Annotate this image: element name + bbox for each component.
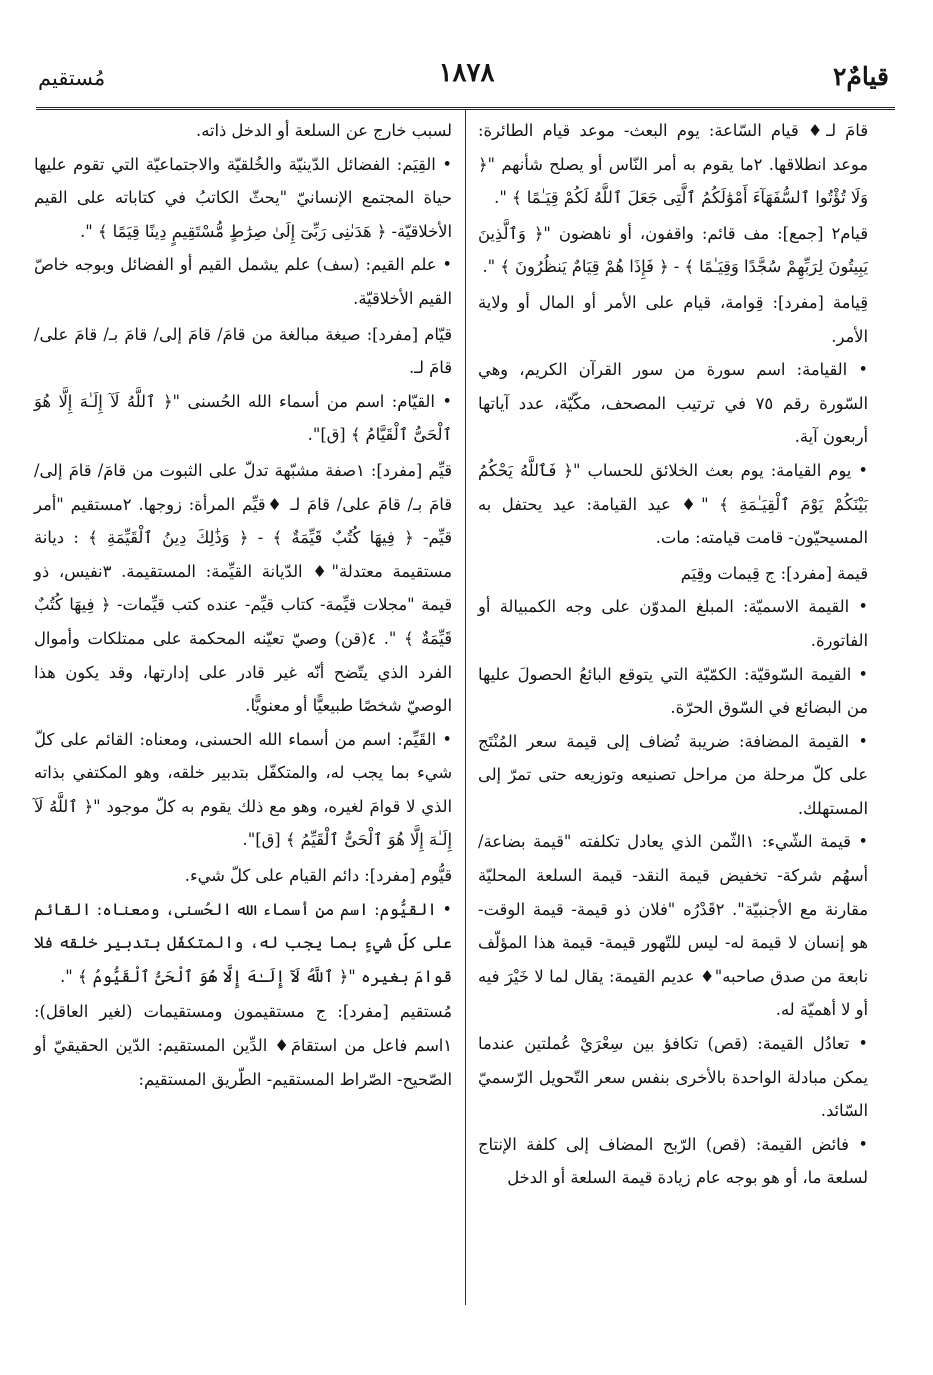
entry-paragraph: • القِيَم: الفضائل الدّينيّة والخُلقيّة والاجتماعيّة التي تقوم عليها حياة المجتمع الإنسانيّ "يحثّ الكاتبُ في كتاباته على القيم الأخلاقيّة- ﴿ هَدَىٰنِى رَبِّىٓ إِلَىٰ صِرَٰطٍ مُّسْتَقِيمٍ دِينًا قِيَمًا ﴾ ". [34, 154, 452, 241]
entry-paragraph: قيُّوم [مفرد]: دائم القيام على كلّ شيء. [184, 866, 452, 886]
entry-paragraph: • القيمة السّوقيّة: الكمّيّة التي يتوقع البائعُ الحصولَ عليها من البضائع في السّوق الحرّة. [478, 664, 868, 718]
column-divider [465, 110, 466, 1305]
entry-paragraph: قِيامة [مفرد]: قِوامة، قيام على الأمر أو المال أو ولاية الأمر. [478, 292, 868, 346]
entry-paragraph: • القَيِّم: اسم من أسماء الله الحسنى، ومعناه: القائم على كلّ شيء بما يجب له، والمتكفّل بتدبير خلقه، وهو المكتفي بذاته الذي لا قوامَ لغيره، وهو مع ذلك يقوم به كلّ موجود "﴿ ٱللَّهُ لَآ إِلَـٰهَ إِلَّا هُوَ ٱلْحَىُّ ٱلْقَيِّمُ ﴾ [ق]". [34, 729, 452, 850]
entry-paragraph: قامَ لـ♦ قيام السّاعة: يوم البعث- موعد قيام الطائرة: موعد انطلاقها. ٢ما يقوم به أمر النّاس أو يصلح شأنهم "﴿ وَلَا تُؤْتُوا ٱلسُّفَهَآءَ أَمْوَٰلَكُمُ ٱلَّتِى جَعَلَ ٱللَّهُ لَكُمْ قِيَـٰمًا ﴾ ". [478, 121, 868, 208]
entry-paragraph: • علم القيم: (سف) علم يشمل القيم أو الفضائل وبوجه خاصّ القيم الأخلاقيّة. [34, 255, 452, 308]
entry-paragraph: • تعادُل القيمة: (قص) تكافؤ بين سِعْرَيْ عُملتين عندما يمكن مبادلة الواحدة بالأخرى بنفس سعر التّحويل الرّسميّ السّائد. [478, 1034, 868, 1121]
entry-paragraph: • قيمة الشّيء: ١الثّمن الذي يعادل تكلفته "قيمة بضاعة/ أسهُم شركة- تخفيض قيمة النقد- قيمة السلعة المحليّة مقارنة مع الأجنبيّة". ٢قَدْرُه "فلان ذو قيمة- قيمة الوقت- هو إنسان لا قيمة له- ليس للتّهور قيمة- قيمة هذا المؤلّف نابعة من صدق صاحبه"♦ عديم القيمة: يقال لما لا خَيْرَ فيه أو لا أهميّة له. [478, 832, 868, 1020]
entry-paragraph: مُستقيم [مفرد]: ج مستقيمون ومستقيمات (لغير العاقل): ١اسم فاعل من استقامَ♦ الدِّين المستقيم: الدّين الحقيقيّ أو الصّحيح- الصّراط المستقيم- الطّريق المستقيم: [34, 1002, 452, 1089]
running-headword-right: قيامٌ٢ [832, 62, 889, 91]
entry-paragraph: • القيّام: اسم من أسماء الله الحُسنى "﴿ ٱللَّهُ لَآ إِلَـٰهَ إِلَّا هُوَ ٱلْحَىُّ ٱلْقَيَّامُ ﴾ [ق]". [34, 391, 452, 445]
page-header [30, 52, 903, 100]
page-number: ١٨٧٨ [438, 58, 495, 88]
right-column [478, 114, 868, 1195]
entry-paragraph: قيِّم [مفرد]: ١صفة مشبّهة تدلّ على الثبوت من قامَ/ قامَ إلى/ قامَ بـ/ قامَ على/ قامَ لـ ♦قيِّم المرأة: زوجها. ٢مستقيم "أمر قيِّم- ﴿ فِيهَا كُتُبٌ قَيِّمَةٌ ﴾ - ﴿ وَذَٰلِكَ دِينُ ٱلْقَيِّمَةِ ﴾ : ديانة مستقيمة معتدلة"♦ الدّيانة القيِّمة: المستقيمة. ٣نفيس، ذو قيمة "مجلات قيِّمة- كتاب قيِّم- عنده كتب قيِّمات- ﴿ فِيهَا كُتُبٌ قَيِّمَةٌ ﴾ ". ٤(قن) وصيّ تعيّنه المحكمة على ممتلكات وأموال الفرد الذي يتّضح أنّه غير قادر على إدارتها، وقد يكون هذا الوصيّ شخصًا طبيعيًّا أو معنويًّا. [34, 460, 452, 716]
entry-paragraph: • القيامة: اسم سورة من سور القرآن الكريم، وهي السّورة رقم ٧٥ في ترتيب المصحف، مكّيّة، عدد آياتها أربعون آية. [478, 360, 868, 447]
entry-paragraph: • يوم القيامة: يوم بعث الخلائق للحساب "﴿ فَٱللَّهُ يَحْكُمُ بَيْنَكُمْ يَوْمَ ٱلْقِيَـٰمَةِ ﴾ "♦ عيد القيامة: عيد يحتفل به المسيحيّون- قامت قيامته: مات. [478, 460, 868, 548]
entry-paragraph: • القيمة الاسميّة: المبلغ المدوّن على وجه الكمبيالة أو الفاتورة. [478, 597, 868, 650]
entry-paragraph: لسبب خارج عن السلعة أو الدخل ذاته. [196, 121, 452, 140]
entry-paragraph: • فائض القيمة: (قص) الرّبح المضاف إلى كلفة الإنتاج لسلعة ما، أو هو بوجه عام زيادة قيمة السلعة أو الدخل [478, 1134, 868, 1188]
entry-paragraph: قيّام [مفرد]: صيغة مبالغة من قامَ/ قامَ إلى/ قامَ بـ/ قامَ على/ قامَ لـ. [34, 324, 452, 378]
left-column [34, 114, 452, 1096]
entry-paragraph: قيام٢ [جمع]: مف قائم: واقفون، أو ناهضون "﴿ وَٱلَّذِينَ يَبِيتُونَ لِرَبِّهِمْ سُجَّدًا وَقِيَـٰمًا ﴾ - ﴿ فَإِذَا هُمْ قِيَامٌ يَنظُرُونَ ﴾ ". [478, 223, 868, 277]
entry-paragraph: • القيُّوم: اسم من أسماء الله الحُسنى، ومعناه: القائم على كلّ شيءٍ بما يجب له، والمتكفّل بتدبير خلقه فلا قوامَ بغيره "﴿ ٱللَّهُ لَآ إِلَـٰهَ إِلَّا هُوَ ٱلْحَىُّ ٱلْقَيُّومُ ﴾ ". [34, 899, 452, 986]
entry-paragraph: قيمة [مفرد]: ج قِيمات وقِيَم [680, 563, 868, 583]
running-headword-left: مُستقيم [38, 66, 106, 90]
entry-paragraph: • القيمة المضافة: ضريبة تُضاف إلى قيمة سعر المُنْتَج على كلّ مرحلة من مراحل تصنيعه وتوزيعه حتى تمرّ إلى المستهلك. [478, 731, 868, 818]
